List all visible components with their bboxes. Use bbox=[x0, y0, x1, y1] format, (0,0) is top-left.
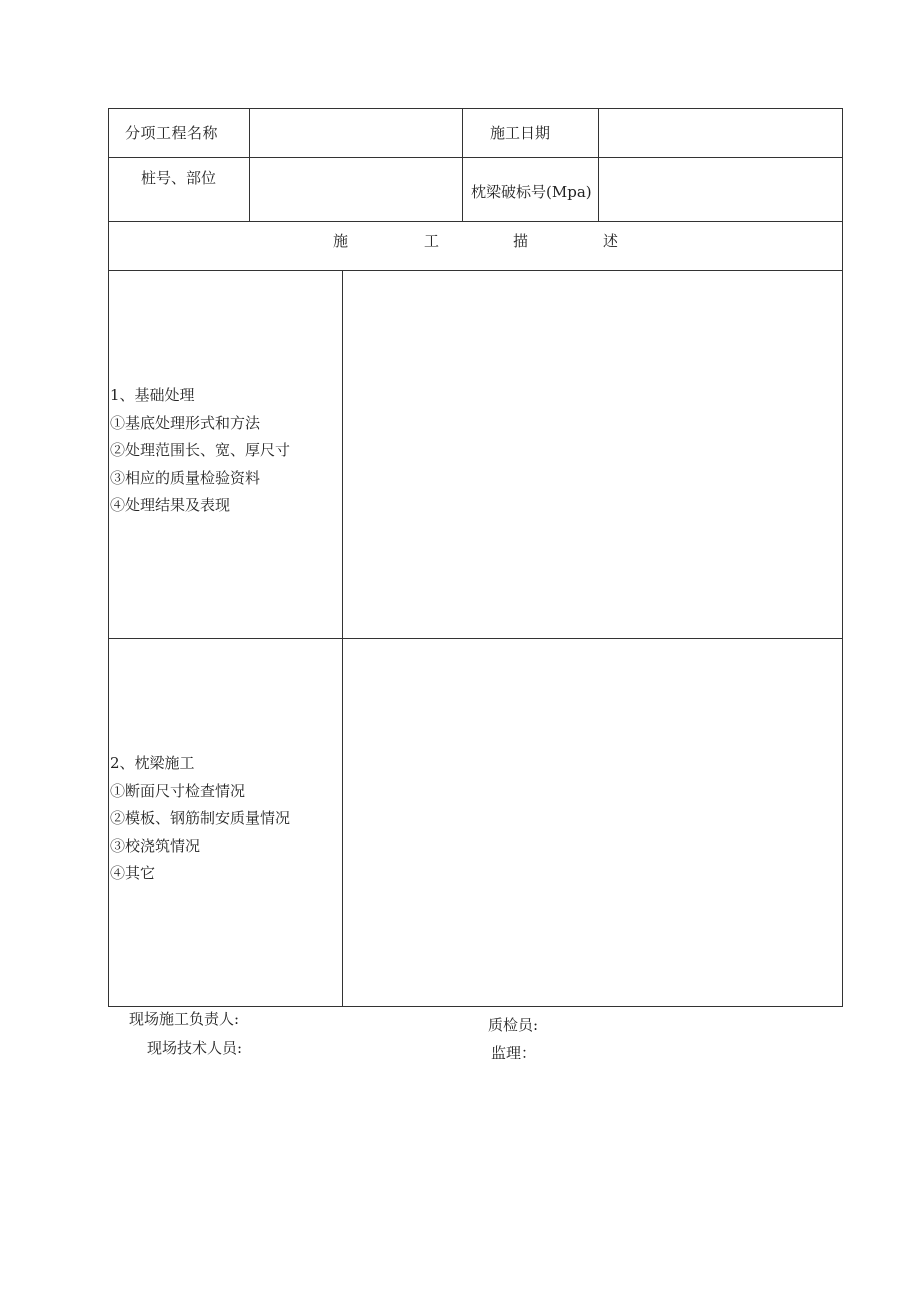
section-foundation-content[interactable] bbox=[344, 272, 840, 636]
item-name-field[interactable] bbox=[251, 110, 460, 156]
section-title: 2、枕梁施工 bbox=[110, 754, 195, 772]
section-item: ④其它 bbox=[110, 864, 156, 883]
section-item: ②处理范围长、宽、厚尺寸 bbox=[110, 441, 291, 460]
section-beam-list bbox=[110, 750, 290, 888]
col-divider bbox=[342, 270, 343, 1007]
row-divider bbox=[108, 221, 843, 222]
col-divider bbox=[598, 108, 599, 222]
section-item: ②模板、钢筋制安质量情况 bbox=[110, 809, 291, 828]
row-divider bbox=[108, 157, 843, 158]
row-divider bbox=[108, 270, 843, 271]
stake-label: 桩号、部位 bbox=[141, 169, 217, 187]
supervisor-label: 监理： bbox=[491, 1044, 537, 1062]
col-divider bbox=[462, 108, 463, 222]
row-divider bbox=[108, 638, 843, 639]
section-item: ③相应的质量检验资料 bbox=[110, 468, 261, 487]
section-foundation-list bbox=[110, 382, 290, 520]
date-field[interactable] bbox=[600, 110, 840, 156]
grade-field[interactable] bbox=[600, 159, 840, 220]
stake-field[interactable] bbox=[251, 159, 460, 220]
description-char-1: 施 bbox=[333, 232, 349, 250]
section-item: ①断面尺寸检查情况 bbox=[110, 781, 246, 800]
item-name-label: 分项工程名称 bbox=[125, 124, 219, 142]
section-item: ③校浇筑情况 bbox=[110, 836, 201, 855]
section-item: ①基底处理形式和方法 bbox=[110, 413, 261, 432]
qc-label: 质检员: bbox=[488, 1016, 539, 1034]
grade-label: 枕梁破标号(Mpa) bbox=[471, 183, 592, 201]
date-label: 施工日期 bbox=[490, 124, 551, 142]
section-beam-content[interactable] bbox=[344, 640, 840, 1005]
description-char-2: 工 bbox=[424, 232, 440, 250]
section-title: 1、基础处理 bbox=[110, 386, 195, 404]
section-item: ④处理结果及表现 bbox=[110, 496, 231, 515]
description-char-4: 述 bbox=[603, 232, 619, 250]
tech-staff-label: 现场技术人员: bbox=[147, 1039, 243, 1057]
col-divider bbox=[249, 108, 250, 222]
description-char-3: 描 bbox=[513, 232, 529, 250]
site-manager-label: 现场施工负责人: bbox=[129, 1010, 240, 1028]
